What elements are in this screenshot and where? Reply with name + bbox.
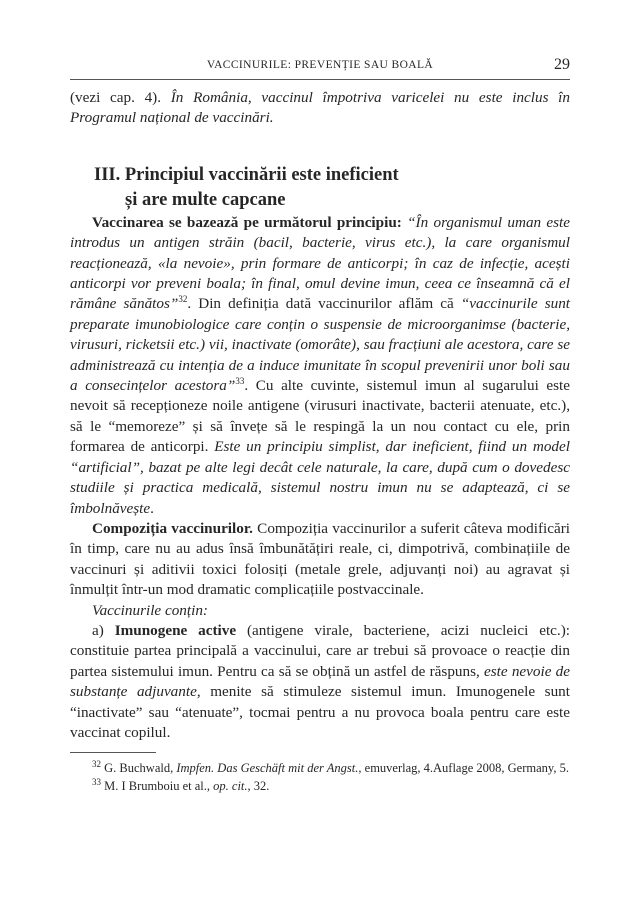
composition-text: Compoziția vaccinurilor a suferit câteva modificări în timp, care nu au adus însă îmbunătățiri reale, ci, dimpotrivă, combinațiile de vaccinuri și aditivii toxici folosiți (metale grele, adjuvanți noi) au agravat și înmulțit într-un mod dramatic complicațiile postvaccinale. (70, 519, 570, 599)
header-rule (70, 79, 570, 80)
composition-lead: Compoziția vaccinurilor. (92, 519, 253, 537)
footnote-32 (70, 760, 570, 778)
principle-text-1: . Din definiția dată vaccinurilor aflăm că (187, 295, 461, 313)
item-marker-a: a) (92, 621, 115, 639)
footnote-number: 32 (92, 759, 101, 770)
immunogens-italic: este nevoie de substanțe adjuvante (70, 662, 571, 701)
section-heading (94, 163, 570, 213)
contents-label: Vaccinurile conțin: (92, 601, 208, 619)
immunogens-paragraph (70, 621, 570, 743)
principle-quote-1: “În organismul uman este introdus un antigen străin (bacil, bacterie, virus etc.), la care organismul reacționează, «la nevoie», prin formare de anticorpi; în caz de infecție, acești anticorpi vor preveni boala; în final, omul devine imun, ceea ce înseamnă că el rămâne sănătos” (70, 213, 571, 313)
principle-text-2: . Cu alte cuvinte, sistemul imun al sugarului este nevoit să recepționeze noile antigene (virusuri inactivate, bacterii atenuate, etc.), să le “memoreze” și să învețe să le respingă la un nou contact cu ele, prin formarea de anticorpi. (70, 377, 570, 456)
principle-italic-conclusion: Este un principiu simplist, dar ineficient, fiind un model “artificial”, bazat pe alte legi decât cele naturale, la care, după cum o dovedesc studiile și practica medicală, sistemul nostru imun nu se adaptează, ci se îmbolnăvește (70, 438, 570, 517)
footnote-author: G. Buchwald, (101, 761, 177, 776)
footnote-number: 33 (92, 776, 101, 787)
running-title: VACCINURILE: PREVENȚIE SAU BOALĂ (206, 59, 434, 71)
footnote-title: Impfen. Das Geschäft mit der Angst., (176, 761, 362, 776)
footnote-ref-33[interactable]: 33 (235, 376, 245, 386)
page-number: 29 (554, 56, 570, 73)
immunogens-lead: Imunogene active (114, 621, 237, 639)
principle-quote-2: “vaccinurile sunt preparate imunobiologice care conțin o suspensie de microorganimse (bacterie, virusuri, ricketsii etc.) vii, inactivate (omorâte), sau fracțiuni ale acestora, care se administrează cu intenția de a induce imunitate în scopul prevenirii unor boli sau a consecințelor acestora” (70, 295, 571, 395)
page-body (70, 88, 570, 795)
section-heading-line-2: și are multe capcane (125, 189, 286, 210)
principle-lead: Vaccinarea se bazează pe următorul principiu: (92, 213, 402, 231)
principle-end: . (150, 499, 154, 517)
footnote-rule (70, 752, 156, 753)
footnote-33 (70, 778, 570, 796)
continuation-italic-text: În România, vaccinul împotriva varicelei nu este inclus în Programul național de vaccinări. (70, 89, 570, 127)
footnote-title: op. cit., (213, 778, 251, 793)
immunogens-text-1: (antigene virale, bacteriene, acizi nucleici etc.): constituie partea principală a vaccinului, care ar trebui să provoace o reacție din partea sistemului imun. Pentru ca să se obțină un astfel de răspuns, (70, 621, 570, 680)
continuation-paragraph (70, 88, 570, 129)
contents-label-paragraph (70, 601, 570, 621)
footnote-details: emuverlag, 4.Auflage 2008, Germany, 5. (361, 761, 569, 776)
principle-paragraph (70, 213, 570, 519)
footnote-ref-32[interactable]: 32 (178, 294, 188, 305)
continuation-text: (vezi cap. 4). (70, 89, 171, 106)
footnote-author: M. I Brumboiu et al., (101, 778, 214, 793)
page-header (70, 56, 570, 78)
composition-paragraph (70, 519, 570, 601)
section-heading-line-1: III. Principiul vaccinării este ineficient (94, 164, 399, 185)
immunogens-text-2: , menite să stimuleze sistemul imun. Imunogenele sunt “inactivate” sau “atenuate”, tocmai pentru a nu provoca boala pentru care este vaccinat copilul. (70, 683, 570, 741)
footnote-details: 32. (250, 778, 270, 793)
